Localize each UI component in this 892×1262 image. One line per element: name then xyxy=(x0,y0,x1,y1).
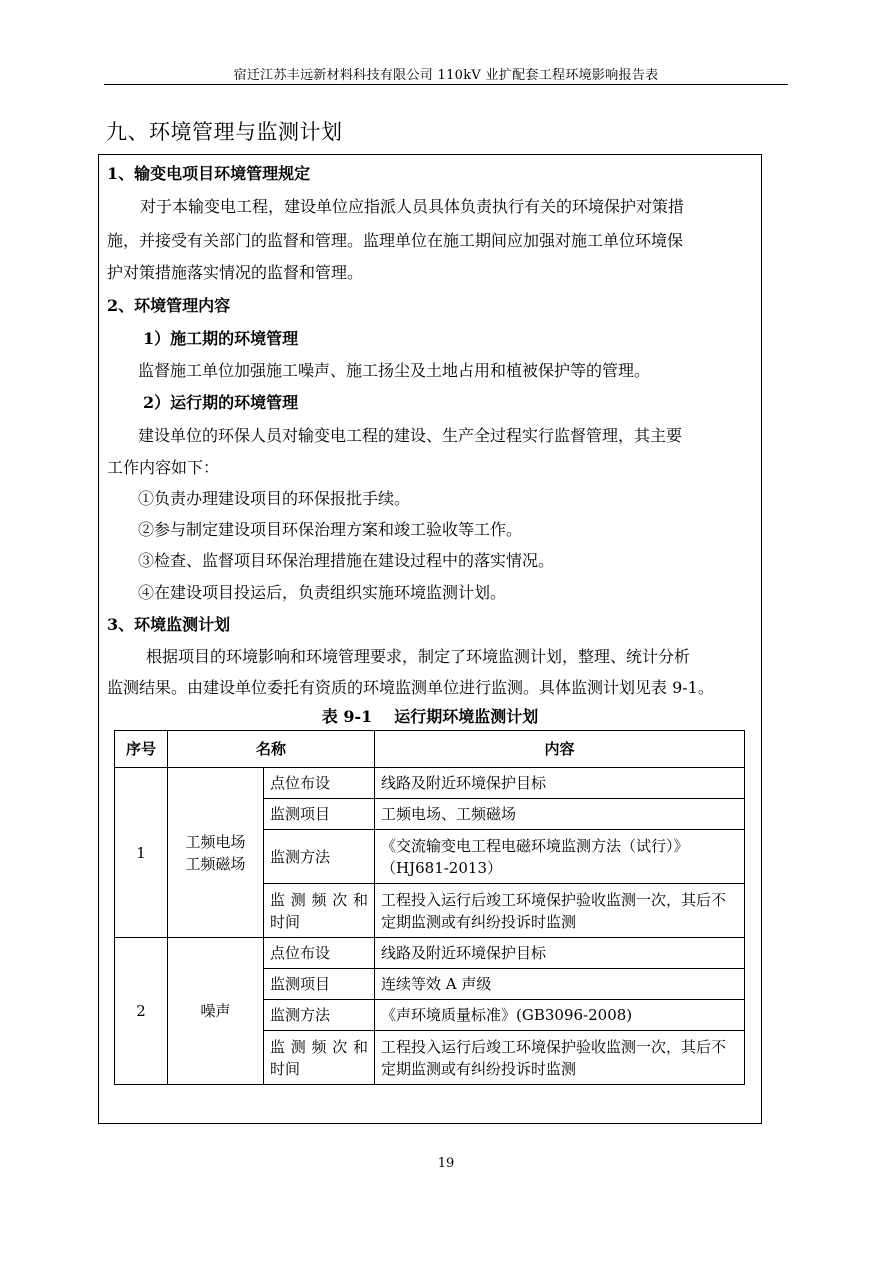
section-3-heading: 3、环境监测计划 xyxy=(107,615,231,634)
subsection-construction-text: 监督施工单位加强施工噪声、施工扬尘及土地占用和植被保护等的管理。 xyxy=(138,361,651,380)
content-cell: 工程投入运行后竣工环境保护验收监测一次，其后不定期监测或有纠纷投诉时监测 xyxy=(375,884,745,938)
section-2-heading: 2、环境管理内容 xyxy=(107,296,231,315)
page-number: 19 xyxy=(437,1156,455,1171)
table-caption-title: 运行期环境监测计划 xyxy=(394,707,539,726)
content-cell: 线路及附近环境保护目标 xyxy=(375,768,745,799)
subsection-construction-heading: 1）施工期的环境管理 xyxy=(143,329,299,348)
content-cell: 连续等效 A 声级 xyxy=(375,969,745,1000)
item-cell: 监测项目 xyxy=(264,799,375,830)
section-1-line: 护对策措施落实情况的监督和管理。 xyxy=(107,263,364,282)
group-name-line: 工频磁场 xyxy=(185,854,246,873)
table-caption xyxy=(98,706,762,728)
group-no: 1 xyxy=(115,768,168,938)
group-no: 2 xyxy=(115,938,168,1085)
item-cell: 监测方法 xyxy=(264,830,375,884)
section-1-line: 对于本输变电工程，建设单位应指派人员具体负责执行有关的环境保护对策措 xyxy=(140,197,685,216)
monitoring-plan-table xyxy=(114,730,745,1085)
item-cell: 监测项目 xyxy=(264,969,375,1000)
group-name xyxy=(168,768,264,938)
content-cell: 工频电场、工频磁场 xyxy=(375,799,745,830)
chapter-title: 九、环境管理与监测计划 xyxy=(106,120,343,144)
content-cell: 工程投入运行后竣工环境保护验收监测一次，其后不定期监测或有纠纷投诉时监测 xyxy=(375,1031,745,1085)
item-line: 监 测 频 次 和 xyxy=(270,890,369,909)
section-3-line: 监测结果。由建设单位委托有资质的环境监测单位进行监测。具体监测计划见表 9-1。 xyxy=(107,678,714,697)
item-line: 监 测 频 次 和 xyxy=(270,1037,369,1056)
table-row xyxy=(115,938,745,969)
table-row xyxy=(115,768,745,799)
content-cell: 《交流输变电工程电磁环境监测方法（试行）》（HJ681-2013） xyxy=(375,830,745,884)
duty-item: ④在建设项目投运后，负责组织实施环境监测计划。 xyxy=(138,583,507,602)
section-1-line: 施，并接受有关部门的监督和管理。监理单位在施工期间应加强对施工单位环境保 xyxy=(107,231,684,250)
header-no: 序号 xyxy=(115,731,168,768)
item-line: 时间 xyxy=(270,912,301,931)
item-cell: 点位布设 xyxy=(264,938,375,969)
group-name xyxy=(168,938,264,1085)
subsection-operation-heading: 2）运行期的环境管理 xyxy=(143,393,299,412)
item-line: 时间 xyxy=(270,1059,301,1078)
item-cell xyxy=(264,884,375,938)
duty-item: ①负责办理建设项目的环保报批手续。 xyxy=(138,489,411,508)
group-name-line: 工频电场 xyxy=(185,832,246,851)
header-rule xyxy=(104,84,788,85)
group-name-line: 噪声 xyxy=(200,1002,231,1020)
content-cell: 线路及附近环境保护目标 xyxy=(375,938,745,969)
section-1-heading: 1、输变电项目环境管理规定 xyxy=(107,164,311,183)
content-cell: 《声环境质量标准》(GB3096-2008) xyxy=(375,1000,745,1031)
header-name: 名称 xyxy=(168,731,375,768)
item-cell: 点位布设 xyxy=(264,768,375,799)
item-cell: 监测方法 xyxy=(264,1000,375,1031)
table-caption-number: 表 9-1 xyxy=(321,707,373,726)
subsection-operation-line: 工作内容如下： xyxy=(107,458,220,477)
table-header-row xyxy=(115,731,745,768)
duty-item: ③检查、监督项目环保治理措施在建设过程中的落实情况。 xyxy=(138,551,555,570)
header-content: 内容 xyxy=(375,731,745,768)
subsection-operation-line: 建设单位的环保人员对输变电工程的建设、生产全过程实行监督管理，其主要 xyxy=(138,426,683,445)
item-cell xyxy=(264,1031,375,1085)
duty-item: ②参与制定建设项目环保治理方案和竣工验收等工作。 xyxy=(138,520,523,539)
section-3-line: 根据项目的环境影响和环境管理要求，制定了环境监测计划，整理、统计分析 xyxy=(146,647,691,666)
running-header: 宿迁江苏丰远新材料科技有限公司 110kV 业扩配套工程环境影响报告表 xyxy=(233,68,659,83)
